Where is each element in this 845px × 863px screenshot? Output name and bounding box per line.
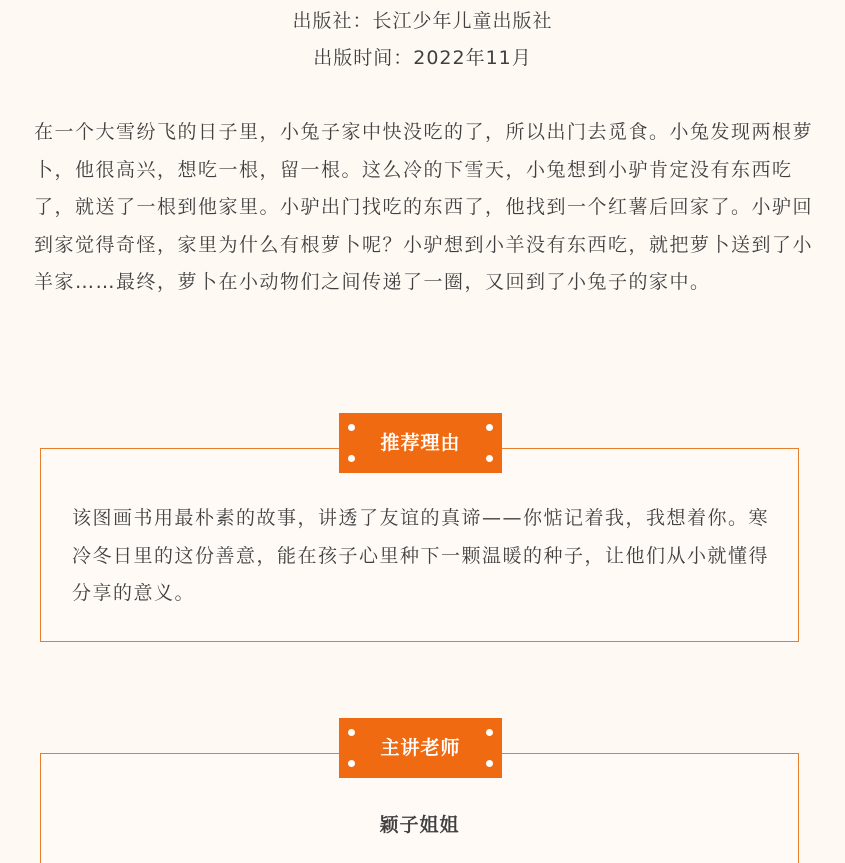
tag-dot	[486, 760, 493, 767]
teacher-name: 颖子姐姐	[379, 814, 460, 836]
publish-date-line: 出版时间：2022年11月	[313, 47, 532, 69]
publisher-line: 出版社：长江少年儿童出版社	[292, 10, 553, 32]
tag-dot	[486, 729, 493, 736]
tag-dot	[348, 455, 355, 462]
tag-dot	[348, 424, 355, 431]
recommend-reason-text: 该图画书用最朴素的故事，讲透了友谊的真谛——你惦记着我，我想着你。寒冷冬日里的这份善意，能在孩子心里种下一颗温暖的种子，让他们从小就懂得分享的意义。	[72, 507, 770, 604]
recommend-reason-box	[40, 448, 799, 642]
tag-dot	[486, 424, 493, 431]
recommend-reason-tag	[339, 413, 502, 473]
tag-dot	[486, 455, 493, 462]
tag-dot	[348, 729, 355, 736]
teacher-tag	[339, 718, 502, 778]
teacher-tag-label: 主讲老师	[380, 737, 461, 759]
tag-dot	[348, 760, 355, 767]
recommend-reason-tag-label: 推荐理由	[380, 432, 461, 454]
story-summary: 在一个大雪纷飞的日子里，小兔子家中快没吃的了，所以出门去觅食。小兔发现两根萝卜，他很高兴，想吃一根，留一根。这么冷的下雪天，小兔想到小驴肯定没有东西吃了，就送了一根到他家里。小驴出门找吃的东西了，他找到一个红薯后回家了。小驴回到家觉得奇怪，家里为什么有根萝卜呢？小驴想到小羊没有东西吃，就把萝卜送到了小羊家……最终，萝卜在小动物们之间传递了一圈，又回到了小兔子的家中。	[34, 121, 814, 293]
